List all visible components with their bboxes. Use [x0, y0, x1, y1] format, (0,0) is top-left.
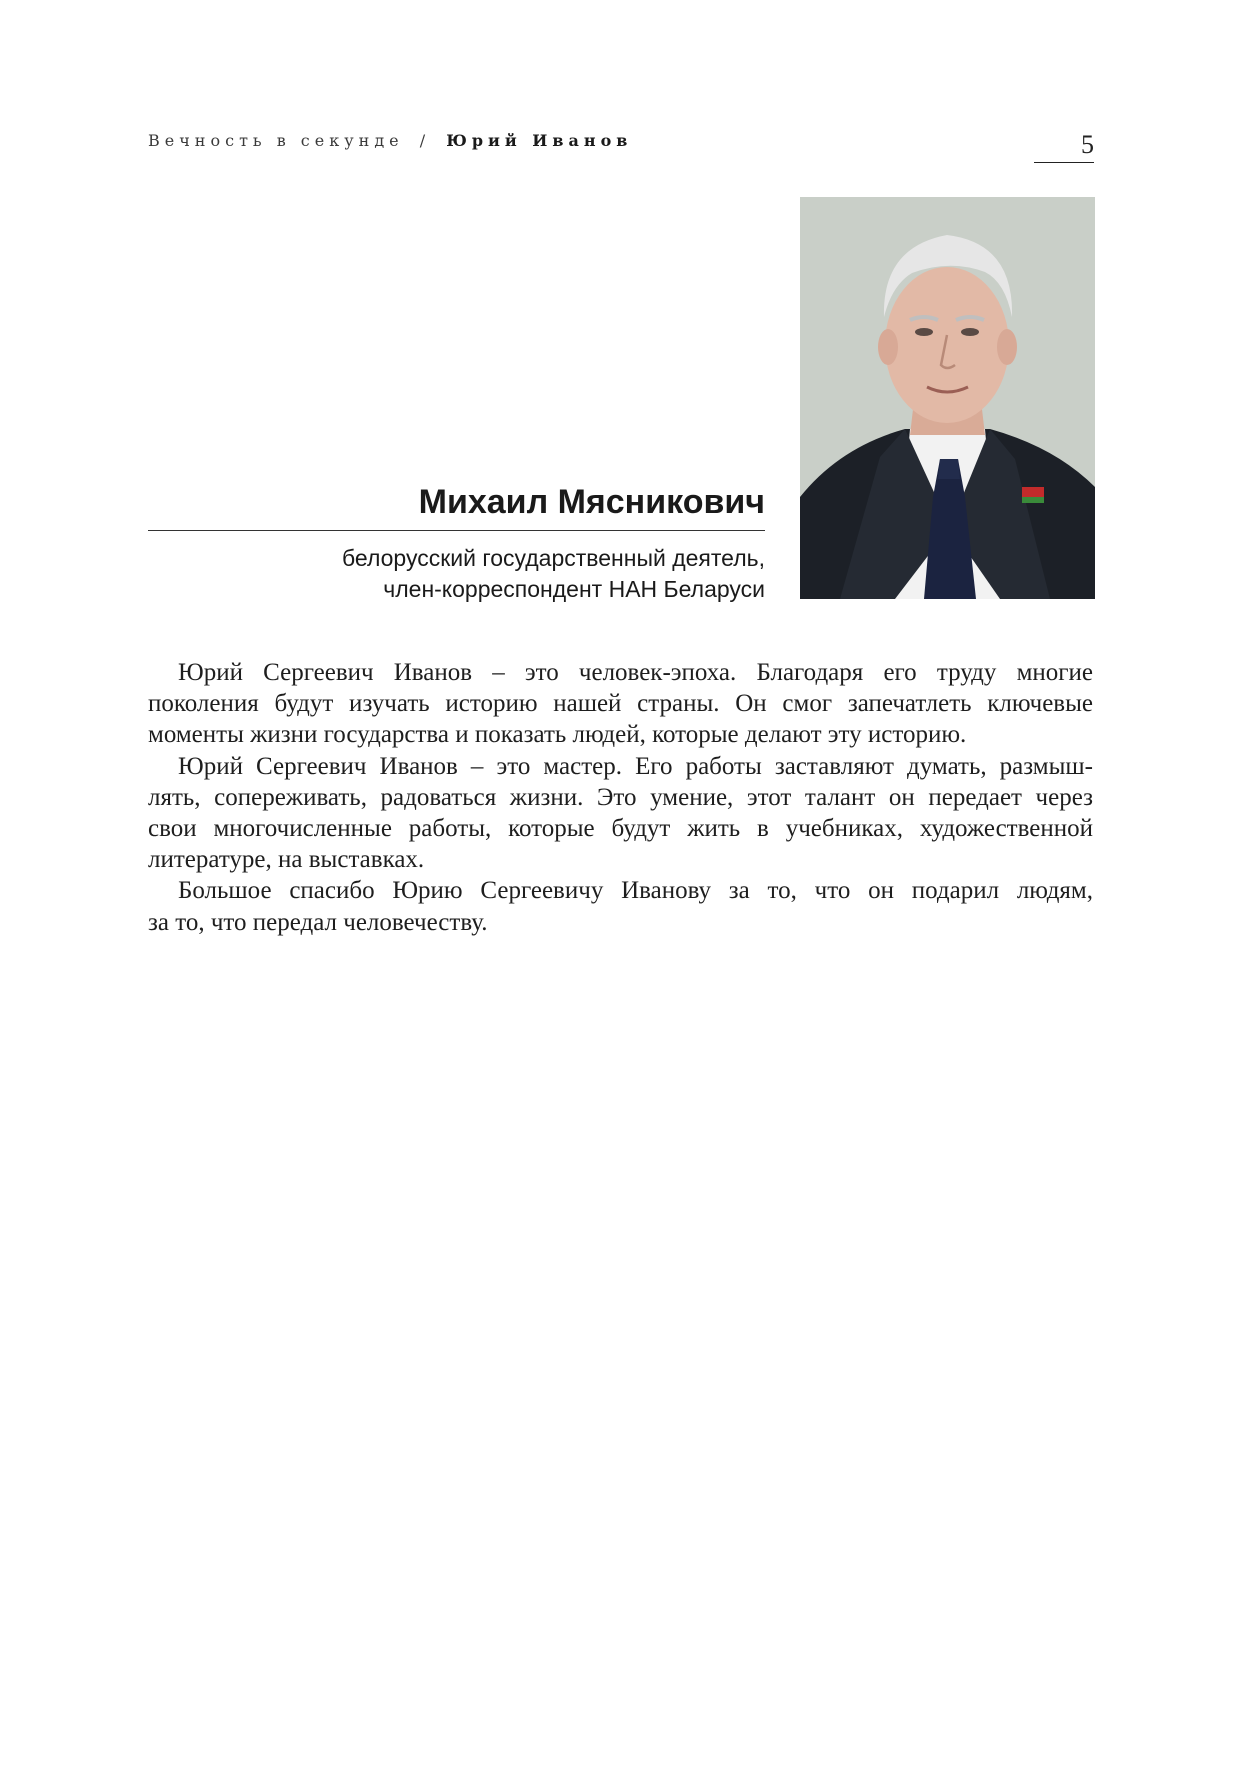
- header-separator: /: [419, 131, 431, 150]
- running-header: [148, 131, 632, 150]
- text-line: Большое спасибо Юрию Сергеевичу Иванову за то, что он подарил людям,: [178, 877, 1093, 905]
- portrait-photo: [800, 197, 1095, 599]
- text-line: свои многочисленные работы, которые будут жить в учебниках, художественной: [148, 815, 1093, 843]
- text-line: за то, что передал человечеству.: [148, 908, 488, 936]
- name-divider: [148, 530, 765, 531]
- paragraph-2: [148, 751, 1093, 876]
- person-name: Михаил Мясникович: [418, 483, 765, 521]
- paragraph-1: [148, 657, 1093, 751]
- text-line: моменты жизни государства и показать людей, которые делают эту историю.: [148, 721, 967, 749]
- role-line: член-корреспондент НАН Беларуси: [383, 576, 765, 602]
- body-text: [148, 657, 1093, 938]
- header-author: Юрий Иванов: [446, 131, 633, 150]
- text-line: лять, сопереживать, радоваться жизни. Это умение, этот талант он передает через: [148, 783, 1093, 811]
- page-number: 5: [1034, 130, 1094, 163]
- text-line: литературе, на выставках.: [148, 846, 425, 874]
- paragraph-3: [148, 875, 1093, 937]
- person-role: [148, 543, 765, 605]
- text-line: поколения будут изучать историю нашей страны. Он смог запечатлеть ключевые: [148, 690, 1093, 718]
- text-line: Юрий Сергеевич Иванов – это мастер. Его работы заставляют думать, размыш-: [178, 752, 1093, 780]
- text-line: Юрий Сергеевич Иванов – это человек-эпоха. Благодаря его труду многие: [178, 659, 1093, 686]
- book-title: Вечность в секунде: [148, 131, 404, 150]
- role-line: белорусский государственный деятель,: [342, 545, 765, 571]
- portrait-icon: [800, 197, 1095, 599]
